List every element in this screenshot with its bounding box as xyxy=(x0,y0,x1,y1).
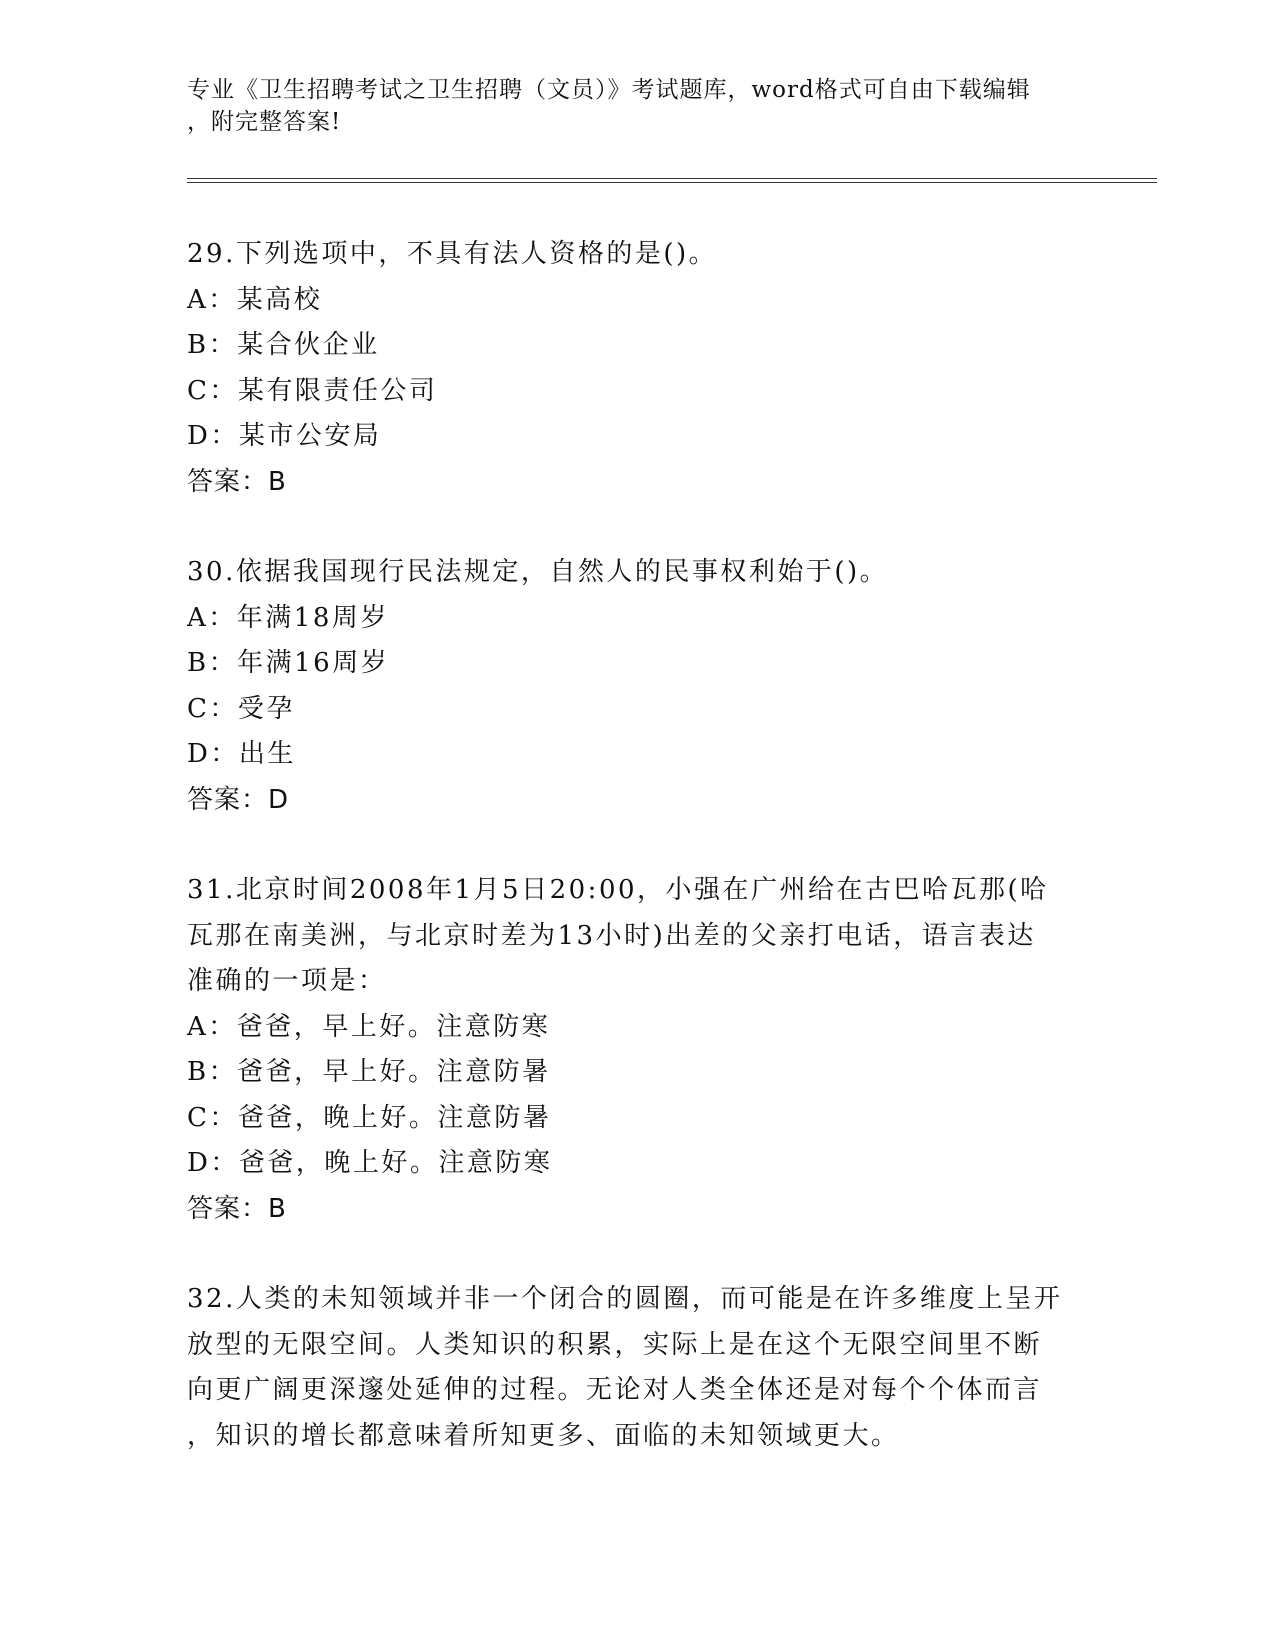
question-stem-line-2: 放型的无限空间。人类知识的积累，实际上是在这个无限空间里不断 xyxy=(187,1329,1043,1360)
header-line-1: 专业《卫生招聘考试之卫生招聘（文员）》考试题库，word格式可自由下载编辑 xyxy=(187,77,1031,103)
question-stem-line-3: 准确的一项是： xyxy=(187,966,387,996)
option-d: D：出生 xyxy=(187,739,296,769)
question-stem-line-1: 31.北京时间2008年1月5日20:00，小强在广州给在古巴哈瓦那(哈 xyxy=(187,875,1049,905)
option-c: C：爸爸，晚上好。注意防暑 xyxy=(187,1102,552,1133)
option-b: B：某合伙企业 xyxy=(187,330,380,360)
header-line-2: ，附完整答案! xyxy=(187,109,342,135)
header-rule-bottom xyxy=(187,182,1157,183)
question-stem-line-1: 32.人类的未知领域并非一个闭合的圆圈，而可能是在许多维度上呈开 xyxy=(187,1284,1063,1314)
question-stem: 30.依据我国现行民法规定，自然人的民事权利始于()。 xyxy=(187,557,889,587)
question-stem-line-2: 瓦那在南美洲，与北京时差为13小时)出差的父亲打电话，语言表达 xyxy=(187,920,1036,951)
answer-line: 答案：B xyxy=(187,1193,287,1224)
option-c: C：受孕 xyxy=(187,693,295,724)
option-b: B：年满16周岁 xyxy=(187,648,390,678)
option-d: D：爸爸，晚上好。注意防寒 xyxy=(187,1148,553,1178)
question-32 xyxy=(187,1277,1087,1459)
answer-line: 答案：B xyxy=(187,466,287,497)
option-d: D：某市公安局 xyxy=(187,421,382,451)
question-30 xyxy=(187,550,1087,823)
question-stem-line-4: ，知识的增长都意味着所知更多、面临的未知领域更大。 xyxy=(187,1420,900,1451)
question-31 xyxy=(187,868,1087,1232)
question-29 xyxy=(187,232,1087,505)
question-list xyxy=(187,232,1087,1459)
option-a: A：某高校 xyxy=(187,284,323,315)
option-b: B：爸爸，早上好。注意防暑 xyxy=(187,1057,551,1087)
option-a: A：年满18周岁 xyxy=(187,602,389,633)
question-stem-line-3: 向更广阔更深邃处延伸的过程。无论对人类全体还是对每个个体而言 xyxy=(187,1375,1043,1405)
question-stem: 29.下列选项中，不具有法人资格的是()。 xyxy=(187,239,718,269)
header-rule-top xyxy=(187,178,1157,179)
option-c: C：某有限责任公司 xyxy=(187,375,438,406)
answer-line: 答案：D xyxy=(187,784,290,815)
option-a: A：爸爸，早上好。注意防寒 xyxy=(187,1011,551,1042)
document-header xyxy=(187,74,1067,138)
